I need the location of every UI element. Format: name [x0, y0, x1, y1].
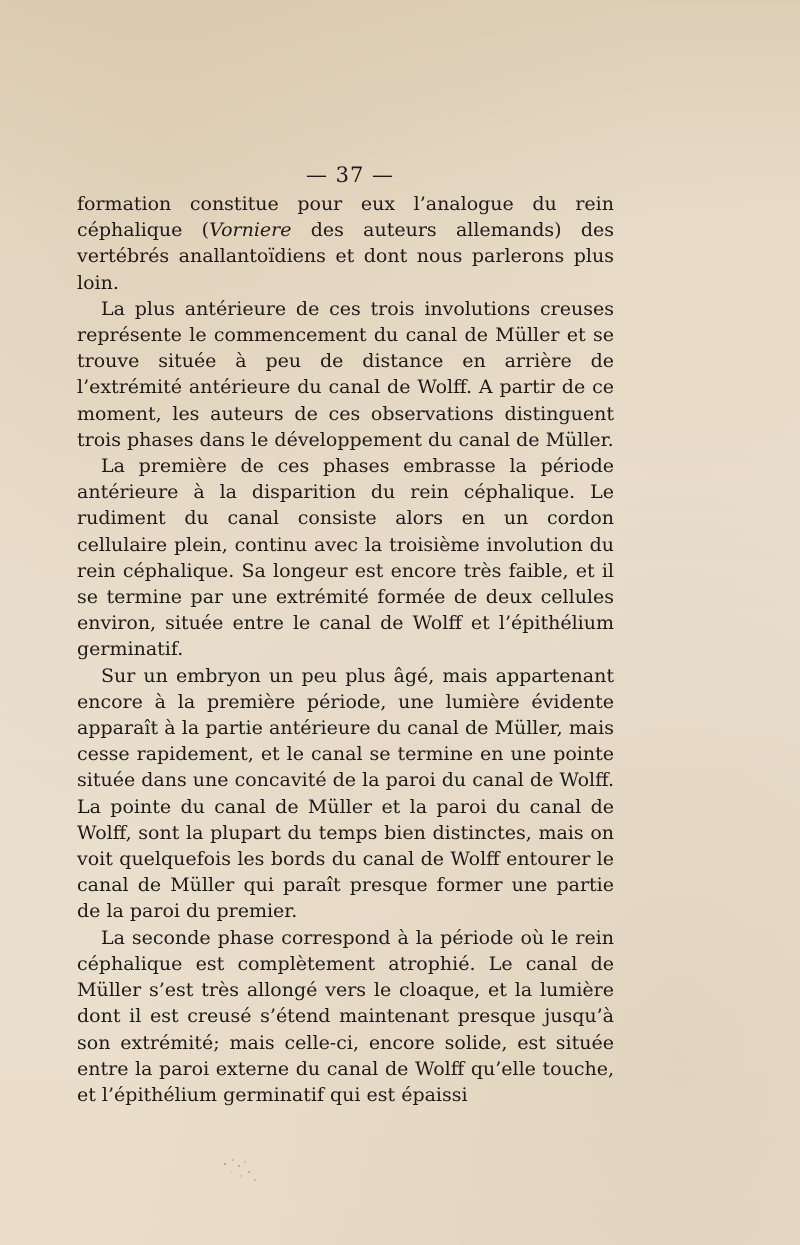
stain-dots-icon	[215, 1150, 275, 1210]
body-text	[77, 191, 614, 1108]
paragraph-1-part-1: formation constitue pour eux l’analogue du rein céphalique (	[77, 193, 614, 242]
paragraph-3: La première de ces phases embrasse la période antérieure à la disparition du rein céphalique. Le rudiment du canal consiste alors en un cordon cellulaire plein, continu avec la troisième involution du rein céphalique. Sa longeur est encore très faible, et il se termine par une extrémité formée de deux cellules environ, située entre le canal de Wolff et l’épithélium germinatif.	[77, 455, 614, 661]
paragraph-5: La seconde phase correspond à la période où le rein céphalique est complètement atrophié. Le canal de Müller s’est très allongé vers le cloaque, et la lumière dont il est creusé s’étend maintenant presque jusqu’à son extrémité; mais celle-ci, encore solide, est située entre la paroi externe du canal de Wolff qu’elle touche, et l’épithélium germinatif qui est épaissi	[77, 926, 614, 1106]
paragraph-1-part-2: des auteurs allemands) des vertébrés anallantoïdiens et dont nous parlerons plus loin.	[77, 219, 614, 294]
paragraph-2: La plus antérieure de ces trois involutions creuses représente le commencement du canal de Müller et se trouve située à peu de distance en arrière de l’extrémité antérieure du canal de Wolff. A partir de ce moment, les auteurs de ces observations distinguent trois phases dans le développement du canal de Müller.	[77, 297, 614, 451]
paper-stain-mark	[215, 1150, 275, 1210]
paragraph-1-italic-term: Vorniere	[209, 219, 292, 242]
paragraph-4: Sur un embryon un peu plus âgé, mais appartenant encore à la première période, une lumière évidente apparaît à la partie antérieure du canal de Müller, mais cesse rapidement, et le canal se termine en une pointe située dans une concavité de la paroi du canal de Wolff. La pointe du canal de Müller et la paroi du canal de Wolff, sont la plupart du temps bien distinctes, mais on voit quelquefois les bords du canal de Wolff entourer le canal de Müller qui paraît presque former une partie de la paroi du premier.	[77, 664, 614, 923]
paragraph-1	[77, 191, 614, 296]
page-number: — 37 —	[305, 163, 395, 187]
